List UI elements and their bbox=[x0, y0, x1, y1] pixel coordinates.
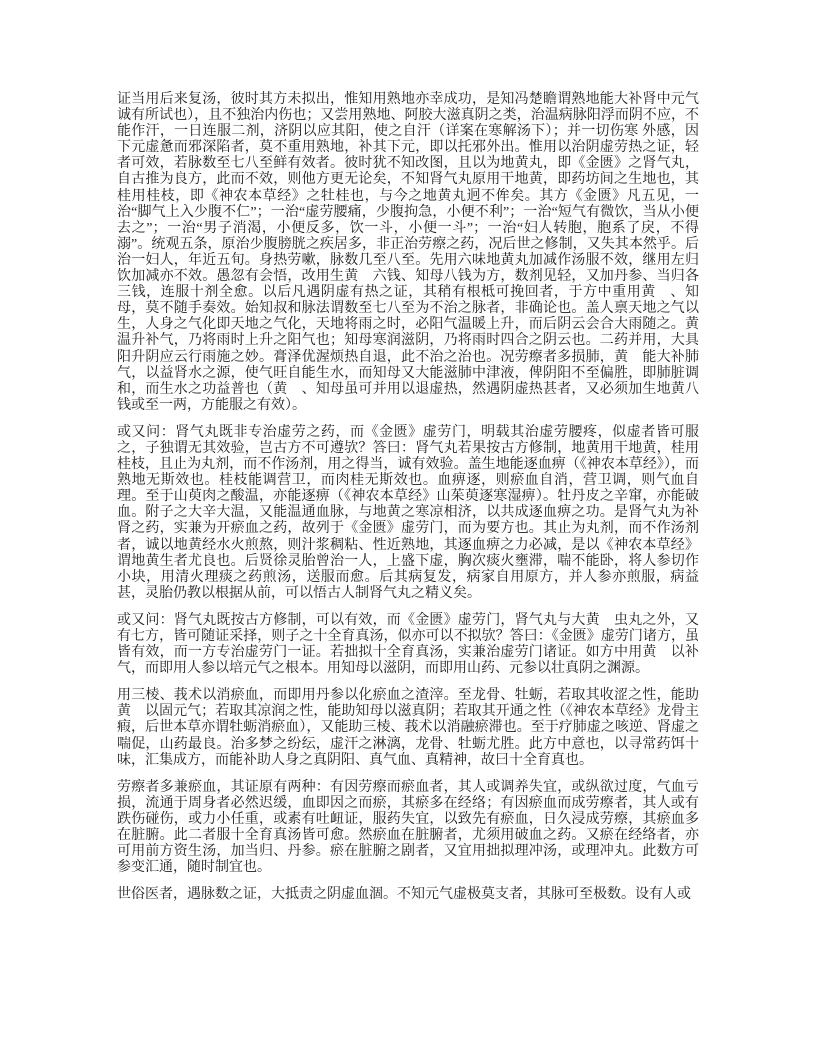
body-paragraph: 证当用后来复汤，彼时其方未拟出，惟知用熟地亦幸成功，是知冯楚瞻谓熟地能大补肾中元气诚有所试也），且不独治内伤也；又尝用熟地、阿胶大滋真阴之类，治温病脉阳浮而阴不应，不能作汗，一日连服二剂，济阴以应其阳，使之自汗（详案在寒解汤下）；并一切伤寒 外感，因下元虚惫而邪深陷者，莫不重用熟地，补其下元，即以托邪外出。惟用以治阴虚劳热之证，轻者可效，若脉数至七八至鲜有效者。彼时犹不知改图，且以为地黄丸，即《金匮》之肾气丸，自古推为良方，此而不效，则他方更无论矣，不知肾气丸原用干地黄，即药坊间之生地也，其桂用桂枝，即《神农本草经》之牡桂也，与今之地黄丸迥不侔矣。其方《金匮》凡五见，一治“脚气上入少腹不仁”；一治“虚劳腰痛，少腹拘急，小便不利”；一治“短气有微饮，当从小便去之”；一治“男子消渴，小便反多，饮一斗，小便一斗”；一治“妇人转胞，胞系了戾，不得溺”。统观五条，原治少腹膀胱之疾居多，非正治劳瘵之药，况后世之修制，又失其本然乎。后治一妇人，年近五旬。身热劳嗽，脉数几至八至。先用六味地黄丸加减作汤服不效，继用左归饮加减亦不效。愚忽有会悟，改用生黄 六钱、知母八钱为方，数剂见轻，又加丹参、当归各三钱，连服十剂全愈。以后凡遇阴虚有热之证，其稍有根柢可挽回者，于方中重用黄 、知母，莫不随手奏效。始知叔和脉法谓数至七八至为不治之脉者，非确论也。盖人禀天地之气以生，人身之气化即天地之气化，天地将雨之时，必阳气温暖上升，而后阴云会合大雨随之。黄 温升补气，乃将雨时上升之阳气也；知母寒润滋阴，乃将雨时四合之阴云也。二药并用，大具阳升阴应云行雨施之妙。膏泽优渥烦热自退，此不治之治也。况劳瘵者多损肺，黄 能大补肺气，以益肾水之源，使气旺自能生水，而知母又大能滋肺中津液，俾阴阳不至偏胜，即肺脏调和，而生水之功益普也（黄 、知母虽可并用以退虚热，然遇阴虚热甚者，又必须加生地黄八钱或至一两，方能服之有效）。 bbox=[117, 92, 713, 413]
body-paragraph: 世俗医者，遇脉数之证，大抵责之阴虚血涸。不知元气虚极莫支者，其脉可至极数。设有人或 bbox=[117, 887, 691, 903]
document-page bbox=[117, 92, 713, 903]
body-paragraph: 用三棱、莪术以消瘀血，而即用丹参以化瘀血之渣滓。至龙骨、牡蛎，若取其收涩之性，能助黄 以固元气；若取其凉润之性，能助知母以滋真阴；若取其开通之性（《神农本草经》龙骨主 瘕，后世本草亦谓牡蛎消瘀血），又能助三棱、莪术以消融瘀滞也。至于疗肺虚之咳逆、肾虚之喘促，山药最良。治多梦之纷纭，虚汗之淋漓，龙骨、牡蛎尤胜。此方中意也，以寻常药饵十味，汇集成方，而能补助人身之真阴阳、真气血、真精神，故曰十全育真也。 bbox=[117, 688, 713, 768]
body-paragraph: 劳瘵者多兼瘀血，其证原有两种：有因劳瘵而瘀血者，其人或调养失宜，或纵欲过度，气血亏损，流通于周身者必然迟缓，血即因之而瘀，其瘀多在经络；有因瘀血而成劳瘵者，其人或有跌伤碰伤，或力小任重，或素有吐衄证，服药失宜，以致先有瘀血，日久浸成劳瘵，其瘀血多在脏腑。此二者服十全育真汤皆可愈。然瘀血在脏腑者，尤须用破血之药。又瘀在经络者，亦可用前方资生汤，加当归、丹参。瘀在脏腑之剧者，又宜用拙拟理冲汤，或理冲丸。此数方可参变汇通，随时制宜也。 bbox=[117, 779, 699, 876]
body-paragraph: 或又问：肾气丸既非专治虚劳之药，而《金匮》虚劳门，明载其治虚劳腰疼，似虚者皆可服之，子独谓无其效验，岂古方不可遵欤？答曰：肾气丸若果按古方修制，地黄用干地黄，桂用桂枝，且止为丸剂，而不作汤剂，用之得当，诚有效验。盖生地能逐血痹（《神农本草经》），而熟地无斯效也。桂枝能调营卫，而肉桂无斯效也。血痹逐，则瘀血自消，营卫调，则气血自理。至于山萸肉之酸温，亦能逐痹（《神农本草经》山茱萸逐寒湿痹）。牡丹皮之辛窜，亦能破血。附子之大辛大温，又能温通血脉，与地黄之寒凉相济，以共成逐血痹之功。是肾气丸为补肾之药，实兼为开瘀血之药，故列于《金匮》虚劳门，而为要方也。其止为丸剂，而不作汤剂者，诚以地黄经水火煎熬，则汁浆稠粘、性近熟地，其逐血痹之力必减，是以《神农本草经》谓地黄生者尤良也。后贤徐灵胎曾治一人，上盛下虚，胸次痰火壅滞，喘不能卧，将人参切作小块，用清火理痰之药煎汤，送服而愈。后其病复发，病家自用原方，并人参亦煎服，病益甚，灵胎仍教以根据从前，可以悟古人制肾气丸之精义矣。 bbox=[117, 424, 699, 601]
body-paragraph: 或又问：肾气丸既按古方修制，可以有效，而《金匮》虚劳门，肾气丸与大黄 虫丸之外，又有七方，皆可随证采择，则子之十全育真汤，似亦可以不拟欤？答曰：《金匮》虚劳门诸方，虽皆有效，而一方专治虚劳门一证。若拙拟十全育真汤，实兼治虚劳门诸证。如方中用黄 以补气，而即用人参以培元气之根本。用知母以滋阴，而即用山药、元参以壮真阴之渊源。 bbox=[117, 612, 699, 677]
